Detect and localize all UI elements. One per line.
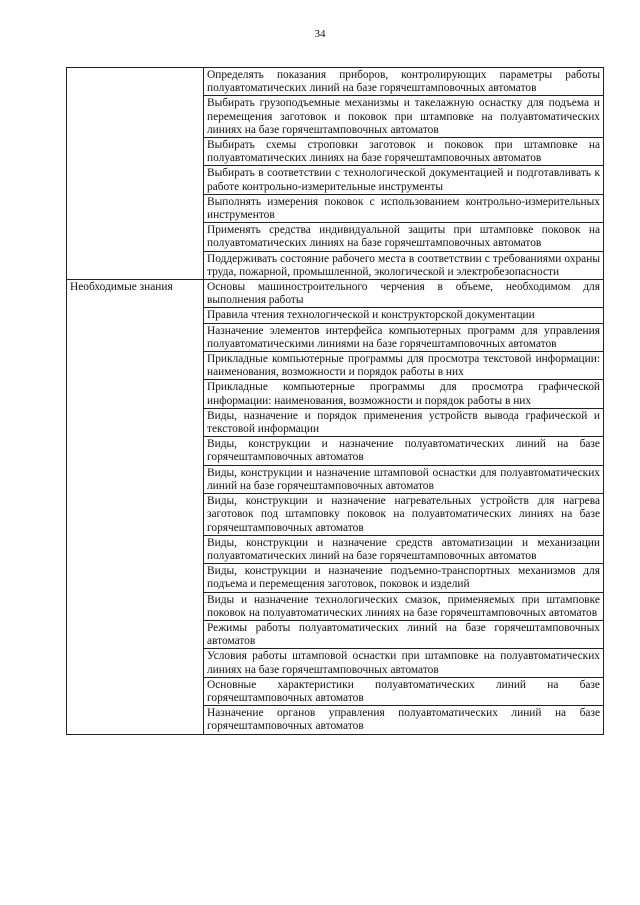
requirement-item: Виды и назначение технологических смазок, применяемых при штамповке поковок на полуавтоматических линиях на базе горячештамповочных автоматов [204, 592, 604, 620]
requirement-item: Виды, конструкции и назначение полуавтоматических линий на базе горячештамповочных автоматов [204, 437, 604, 465]
requirement-item: Виды, конструкции и назначение подъемно-транспортных механизмов для подъема и перемещения заготовок, поковок и изделий [204, 564, 604, 592]
requirement-item: Виды, конструкции и назначение штамповой оснастки для полуавтоматических линий на базе горячештамповочных автоматов [204, 465, 604, 493]
requirement-item: Основы машиностроительного черчения в объеме, необходимом для выполнения работы [204, 280, 604, 308]
requirement-item: Назначение органов управления полуавтоматических линий на базе горячештамповочных автоматов [204, 706, 604, 734]
page-number: 34 [314, 28, 326, 40]
requirement-item: Виды, конструкции и назначение средств автоматизации и механизации полуавтоматических линий на базе горячештамповочных автоматов [204, 535, 604, 563]
requirement-item: Поддерживать состояние рабочего места в соответствии с требованиями охраны труда, пожарной, промышленной, экологической и электробезопасности [204, 251, 604, 279]
requirement-item: Основные характеристики полуавтоматических линий на базе горячештамповочных автоматов [204, 677, 604, 705]
table-row [67, 280, 604, 308]
requirement-item: Прикладные компьютерные программы для просмотра графической информации: наименования, возможности и порядок работы в них [204, 380, 604, 408]
requirement-item: Выполнять измерения поковок с использованием контрольно-измерительных инструментов [204, 194, 604, 222]
table-row [67, 68, 604, 96]
requirement-item: Виды, назначение и порядок применения устройств вывода графической и текстовой информации [204, 408, 604, 436]
requirement-item: Виды, конструкции и назначение нагревательных устройств для нагрева заготовок под штамповку поковок на полуавтоматических линиях на базе горячештамповочных автоматов [204, 494, 604, 536]
section-label [67, 68, 204, 280]
requirement-item: Определять показания приборов, контролирующих параметры работы полуавтоматических линий на базе горячештамповочных автоматов [204, 68, 604, 96]
requirement-item: Выбирать грузоподъемные механизмы и такелажную оснастку для подъема и перемещения заготовок и поковок при штамповке на полуавтоматических линиях на базе горячештамповочных автоматов [204, 96, 604, 138]
requirement-item: Выбирать в соответствии с технологической документацией и подготавливать к работе контрольно-измерительные инструменты [204, 166, 604, 194]
requirement-item: Назначение элементов интерфейса компьютерных программ для управления полуавтоматическими линиями на базе горячештамповочных автоматов [204, 323, 604, 351]
requirement-item: Условия работы штамповой оснастки при штамповке на полуавтоматических линиях на базе горячештамповочных автоматов [204, 649, 604, 677]
requirements-table [66, 67, 604, 735]
requirement-item: Правила чтения технологической и конструкторской документации [204, 308, 604, 323]
section-label: Необходимые знания [67, 280, 204, 735]
requirement-item: Режимы работы полуавтоматических линий на базе горячештамповочных автоматов [204, 620, 604, 648]
table-body [67, 68, 604, 735]
requirement-item: Применять средства индивидуальной защиты при штамповке поковок на полуавтоматических линиях на базе горячештамповочных автоматов [204, 223, 604, 251]
requirement-item: Прикладные компьютерные программы для просмотра текстовой информации: наименования, возможности и порядок работы в них [204, 352, 604, 380]
requirement-item: Выбирать схемы строповки заготовок и поковок при штамповке на полуавтоматических линиях на базе горячештамповочных автоматов [204, 138, 604, 166]
